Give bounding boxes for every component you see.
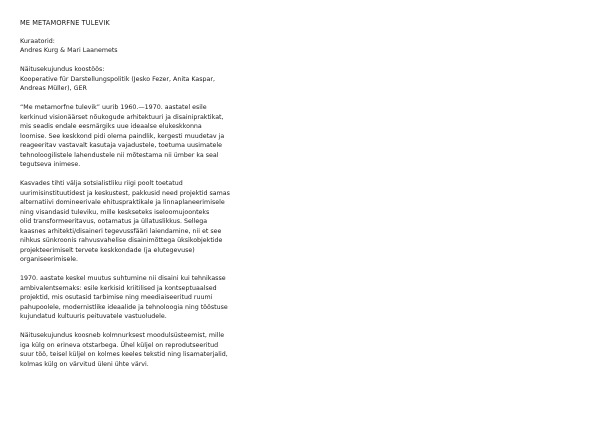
paragraph-line: tegutseva inimese.: [20, 161, 81, 169]
paragraph-line: loomise. See keskkond pidi olema paindlik, kergesti muudetav ja: [20, 132, 225, 140]
collaboration-line: Andreas Müller), GER: [20, 85, 87, 93]
paragraph-intro: [20, 103, 320, 170]
paragraph-line: kujundatud kultuuris peituvatele vastuoludele.: [20, 313, 167, 321]
paragraph-line: nihkus sünkroonis rahvusvahelise disainimõttega üksikobjektide: [20, 237, 223, 245]
curators-names: Andres Kurg & Mari Laanemets: [20, 47, 118, 55]
paragraph-line: tehnoloogilistele lahendustele nii mõtestama nii ümber ka seal: [20, 151, 219, 159]
paragraph-line: iga külg on erineva otstarbega. Ühel küljel on reprodutseeritud: [20, 341, 219, 349]
curators-block: [20, 37, 320, 56]
document-title: ME METAMORFNE TULEVIK: [20, 19, 110, 27]
paragraph-line: ning visandasid tuleviku, mille keskseteks iseloomujoonteks: [20, 208, 210, 216]
curators-label: Kuraatorid:: [20, 37, 55, 45]
paragraph-line: reageeritav vastavalt kasutaja vajadustele, toetuma uusimatele: [20, 142, 222, 150]
collaboration-block: [20, 65, 320, 94]
paragraph-line: uurimisinstituutidest ja keskustest, pakkusid need projektid samas: [20, 189, 230, 197]
paragraph-line: alternatiivi domineerivale ehituspraktikale ja linnaplaneerimisele: [20, 199, 225, 207]
paragraph-line: organiseerimisele.: [20, 256, 78, 264]
paragraph-line: olid transformeeritavus, ootamatus ja üllatuslikkus. Sellega: [20, 218, 208, 226]
paragraph-line: pahupoolele, modernistlike ideaalide ja tehnoloogia ning tööstuse: [20, 303, 228, 311]
paragraph-line: projektid, mis osutasid tarbimise ning meediaiseeritud ruumi: [20, 294, 213, 302]
paragraph-exhibition-design: [20, 331, 320, 369]
paragraph-line: Näitusekujundus koosneb kolmnurksest moodulsüsteemist, mille: [20, 332, 225, 340]
paragraph-line: ambivalentsemaks: esile kerkisid kriitilised ja kontseptuaalsed: [20, 284, 217, 292]
paragraph-history: [20, 179, 320, 265]
paragraph-line: mis seadis endale eesmärgiks uue ideaalse elukeskkonna: [20, 123, 202, 131]
paragraph-line: suur töö, teisel küljel on kolmes keeles tekstid ning lisamaterjalid,: [20, 351, 228, 359]
paragraph-1970s: [20, 274, 320, 322]
collaboration-line: Kooperative für Darstellungspolitik (Jesko Fezer, Anita Kaspar,: [20, 75, 215, 83]
paragraph-line: 1970. aastate keskel muutus suhtumine nii disaini kui tehnikasse: [20, 275, 226, 283]
paragraph-line: projekteerimiselt tervete keskkondade (ja elutegevuse): [20, 246, 195, 254]
paragraph-line: kerkinud visionäärset nõukogude arhitektuuri ja disainipraktikat,: [20, 113, 224, 121]
document-page: [20, 19, 320, 379]
paragraph-line: “Me metamorfne tulevik” uurib 1960.—1970. aastatel esile: [20, 104, 207, 112]
paragraph-line: kolmas külg on värvitud üleni ühte värvi.: [20, 360, 149, 368]
paragraph-line: kaasnes arhitekti/disaineri tegevussfääri laiendamine, nii et see: [20, 227, 222, 235]
paragraph-line: Kasvades tihti välja sotsialistliku riigi poolt toetatud: [20, 180, 183, 188]
collaboration-label: Näitusekujundus koostöös:: [20, 66, 105, 74]
